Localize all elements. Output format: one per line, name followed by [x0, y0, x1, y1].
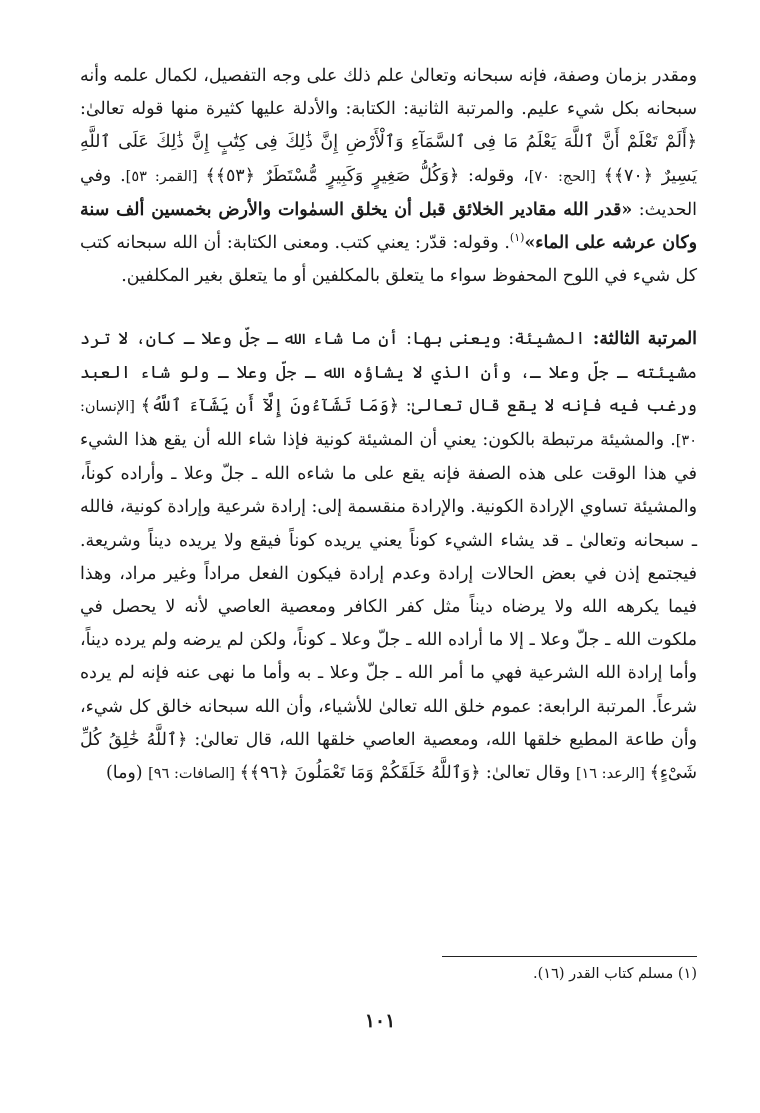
verse-reference: [الصافات: ٩٦] — [148, 766, 240, 783]
text-segment: ، وقوله: — [459, 165, 529, 186]
text-segment: المشيئة: ويعنى بها: أن ما شاء الله ـ جلّ وعلا ـ كان، لا ترد مشيئته ـ جلّ وعلا ـ، وأن الذي لا يشاؤه الله ـ جلّ وعلا ـ ولو شاء العبد ورغب فيه فإنه لا يقع قال تعالىٰ: — [80, 329, 697, 416]
text-segment: ومقدر بزمان وصفة، فإنه سبحانه وتعالىٰ علم ذلك على وجه التفصيل، لكمال علمه وأنه سبحانه بكل شيء عليم. والمرتبة الثانية: الكتابة: والأدلة عليها كثيرة منها قوله تعالىٰ: — [80, 66, 697, 120]
text-segment: . وقوله: قدّر: يعني كتب. ومعنى الكتابة: أن الله سبحانه كتب كل شيء في اللوح المحفوظ سواء ما يتعلق بالمكلفين أو ما يتعلق بغير المكلفين. — [80, 233, 697, 287]
text-segment: (وما) — [106, 763, 149, 784]
verse-reference: [الرعد: ١٦] — [575, 766, 650, 783]
page-number: ١٠١ — [364, 1010, 396, 1032]
quran-verse: ﴿ٱللَّهُ خَٰلِقُ كُلِّ شَىْءٍ﴾ — [80, 729, 697, 784]
hadith-quote: «قدر الله مقادير الخلائق قبل أن يخلق السمٰوات والأرض بخمسين ألف سنة وكان عرشه على الماء» — [80, 199, 697, 254]
section-heading: المرتبة الثالثة: — [592, 329, 698, 350]
paragraph-gap — [80, 293, 697, 323]
main-text — [80, 60, 697, 791]
paragraph-first — [80, 60, 697, 293]
footnote-divider — [442, 956, 697, 957]
text-segment: . والمشيئة مرتبطة بالكون: يعني أن المشيئة كونية فإذا شاء الله أن يقع هذا الشيء في هذا الوقت على هذه الصفة فإنه يقع على ما شاءه الله ـ جلّ وعلا ـ وأراده كوناً، والمشيئة تساوي الإرادة الكونية. والإرادة منقسمة إلى: إرادة شرعية وإرادة كونية، فالله ـ سبحانه وتعالىٰ ـ قد يشاء الشيء كوناً يعني يريده كوناً فيقع ولا يريده ديناً وشريعة. فيجتمع إذن في بعض الحالات إرادة وعدم إرادة فيكون الفعل مراداً وغير مراد، وهذا فيما يكرهه الله ولا يرضاه ديناً مثل كفر الكافر ومعصية العاصي لأنه لا يحصل في ملكوت الله ـ جلّ وعلا ـ إلا ما أراده الله ـ جلّ وعلا ـ كوناً، ولكن لم يرضه ولم يرده ديناً، وأما إرادة الله الشرعية فهي ما أمر الله ـ جلّ وعلا ـ به وأما ما نهى عنه فإنه لم يرده شرعاً. المرتبة الرابعة: عموم خلق الله تعالىٰ للأشياء، وأن الله سبحانه خالق كل شيء، وأن طاعة المطيع خلقها الله، ومعصية العاصي خلقها الله، قال تعالىٰ: — [80, 430, 697, 750]
quran-verse: ﴿وَمَا تَشَآءُونَ إِلَّآ أَن يَشَآءَ ٱللَّهُ﴾ — [140, 395, 399, 416]
quran-verse: ﴿أَلَمْ تَعْلَمْ أَنَّ ٱللَّهَ يَعْلَمُ مَا فِى ٱلسَّمَآءِ وَٱلْأَرْضِ إِنَّ ذَٰلِكَ فِى كِتَٰبٍ إِنَّ ذَٰلِكَ عَلَى ٱللَّهِ يَسِيرٌ ﴿٧٠﴾﴾ — [80, 132, 697, 186]
text-segment: . وفي الحديث: — [80, 165, 697, 220]
quran-verse: ﴿وَكُلُّ صَغِيرٍ وَكَبِيرٍ مُّسْتَطَرٌ ﴿٥٣﴾﴾ — [205, 165, 460, 186]
verse-reference: [الحج: ٧٠] — [528, 168, 604, 185]
paragraph-second — [80, 323, 697, 791]
quran-verse: ﴿وَٱللَّهُ خَلَقَكُمْ وَمَا تَعْمَلُونَ ﴿٩٦﴾﴾ — [239, 763, 481, 784]
verse-reference: [الإنسان: ٣٠] — [80, 398, 697, 450]
footnote-marker: (١) — [509, 231, 525, 245]
text-segment: وقال تعالىٰ: — [480, 763, 576, 784]
verse-reference: [القمر: ٥٣] — [125, 168, 206, 185]
footnote: (١) مسلم كتاب القدر (١٦). — [533, 966, 697, 982]
